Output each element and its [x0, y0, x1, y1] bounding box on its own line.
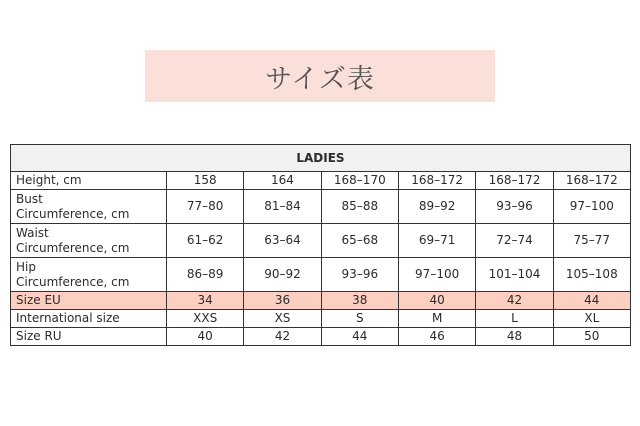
table-row-hip [11, 258, 631, 292]
table-cell: XS [244, 310, 321, 328]
table-cell: 61–62 [167, 224, 244, 258]
table-cell: 42 [244, 328, 321, 346]
table-cell: 50 [553, 328, 630, 346]
table-row-international-size [11, 310, 631, 328]
row-label: Hip Circumference, cm [11, 258, 167, 292]
table-header: LADIES [11, 145, 631, 172]
table-cell: 36 [244, 292, 321, 310]
row-label: Size EU [11, 292, 167, 310]
row-label: Waist Circumference, cm [11, 224, 167, 258]
table-cell: 44 [321, 328, 398, 346]
table-cell: 105–108 [553, 258, 630, 292]
table-cell: 97–100 [553, 190, 630, 224]
table-cell: 93–96 [476, 190, 553, 224]
row-label: Size RU [11, 328, 167, 346]
table-row-bust [11, 190, 631, 224]
table-cell: 168–172 [398, 172, 475, 190]
table-cell: 81–84 [244, 190, 321, 224]
table-cell: 85–88 [321, 190, 398, 224]
table-cell: 69–71 [398, 224, 475, 258]
table-row-height [11, 172, 631, 190]
table-header-row [11, 145, 631, 172]
table-cell: 46 [398, 328, 475, 346]
table-cell: XL [553, 310, 630, 328]
page-title: サイズ表 [265, 63, 375, 95]
table-cell: 34 [167, 292, 244, 310]
table-row-waist [11, 224, 631, 258]
table-cell: 42 [476, 292, 553, 310]
title-banner [145, 50, 495, 102]
table-cell: 63–64 [244, 224, 321, 258]
table-cell: 97–100 [398, 258, 475, 292]
table-row-size-ru [11, 328, 631, 346]
table-cell: 168–172 [476, 172, 553, 190]
table-cell: 90–92 [244, 258, 321, 292]
row-label: Bust Circumference, cm [11, 190, 167, 224]
table-cell: 158 [167, 172, 244, 190]
table-cell: 48 [476, 328, 553, 346]
table-cell: 164 [244, 172, 321, 190]
table-cell: 168–170 [321, 172, 398, 190]
table-cell: 65–68 [321, 224, 398, 258]
row-label: Height, cm [11, 172, 167, 190]
table-cell: 168–172 [553, 172, 630, 190]
table-cell: 101–104 [476, 258, 553, 292]
table-cell: L [476, 310, 553, 328]
table-cell: 44 [553, 292, 630, 310]
table-cell: 38 [321, 292, 398, 310]
table-cell: 75–77 [553, 224, 630, 258]
size-chart-table [10, 144, 631, 346]
table-cell: 86–89 [167, 258, 244, 292]
table-cell: 40 [398, 292, 475, 310]
table-row-size-eu [11, 292, 631, 310]
table-cell: 77–80 [167, 190, 244, 224]
table-cell: XXS [167, 310, 244, 328]
table-cell: 89–92 [398, 190, 475, 224]
table-cell: 93–96 [321, 258, 398, 292]
row-label: International size [11, 310, 167, 328]
table-cell: 40 [167, 328, 244, 346]
table-cell: S [321, 310, 398, 328]
table-cell: 72–74 [476, 224, 553, 258]
table-cell: M [398, 310, 475, 328]
